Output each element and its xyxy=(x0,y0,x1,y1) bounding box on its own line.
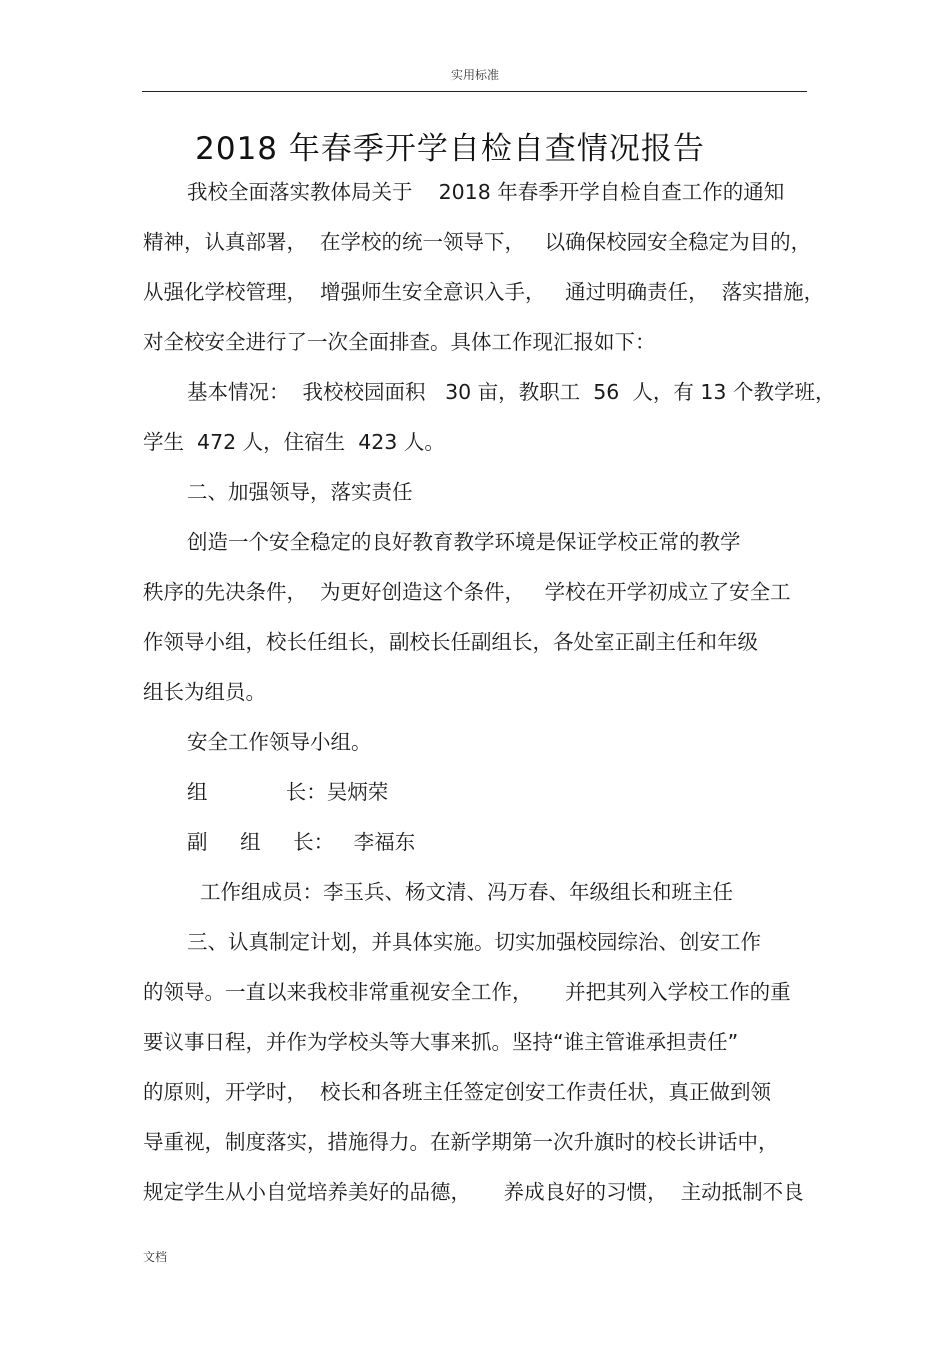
body-line-5: 基本情况： 我校校园面积 30 亩，教职工 56 人，有 13 个教学班， xyxy=(187,380,836,404)
body-line-21: 规定学生从小自觉培养美好的品德， 养成良好的习惯， 主动抵制不良 xyxy=(143,1180,804,1204)
body-line-3: 从强化学校管理， 增强师生安全意识入手， 通过明确责任， 落实措施， xyxy=(143,280,825,304)
document-title: 2018 年春季开学自检自查情况报告 xyxy=(195,131,705,167)
page-header: 实用标准 xyxy=(450,68,499,82)
body-line-9: 秩序的先决条件， 为更好创造这个条件， 学校在开学初成立了安全工 xyxy=(143,580,791,604)
body-line-1: 我校全面落实教体局关于 2018 年春季开学自检自查工作的通知 xyxy=(187,180,785,204)
body-line-17: 的领导。一直以来我校非常重视安全工作， 并把其列入学校工作的重 xyxy=(143,980,791,1004)
group-members: 工作组成员：李玉兵、杨文清、冯万春、年级组长和班主任 xyxy=(200,880,733,904)
body-line-4: 对全校安全进行了一次全面排查。具体工作现汇报如下： xyxy=(143,330,656,354)
group-heading: 安全工作领导小组。 xyxy=(187,730,372,754)
group-leader: 组 长：吴炳荣 xyxy=(187,780,389,804)
body-line-6: 学生 472 人，住宿生 423 人。 xyxy=(143,430,445,454)
page-footer: 文档 xyxy=(143,1250,168,1264)
body-line-18: 要议事日程，并作为学校头等大事来抓。坚持“谁主管谁承担责任” xyxy=(143,1030,739,1054)
body-line-11: 组长为组员。 xyxy=(143,680,266,704)
section-heading-3: 三、认真制定计划，并具体实施。切实加强校园综治、创安工作 xyxy=(187,930,761,954)
body-line-19: 的原则，开学时， 校长和各班主任签定创安工作责任状，真正做到领 xyxy=(143,1080,772,1104)
section-heading-2: 二、加强领导，落实责任 xyxy=(187,480,413,504)
group-deputy-leader: 副 组 长： 李福东 xyxy=(187,830,416,854)
body-line-8: 创造一个安全稳定的良好教育教学环境是保证学校正常的教学 xyxy=(187,530,741,554)
header-divider xyxy=(142,91,807,92)
body-line-20: 导重视，制度落实，措施得力。在新学期第一次升旗时的校长讲话中， xyxy=(143,1130,779,1154)
body-line-2: 精神，认真部署， 在学校的统一领导下， 以确保校园安全稳定为目的， xyxy=(143,230,812,254)
body-line-10: 作领导小组，校长任组长，副校长任副组长，各处室正副主任和年级 xyxy=(143,630,758,654)
